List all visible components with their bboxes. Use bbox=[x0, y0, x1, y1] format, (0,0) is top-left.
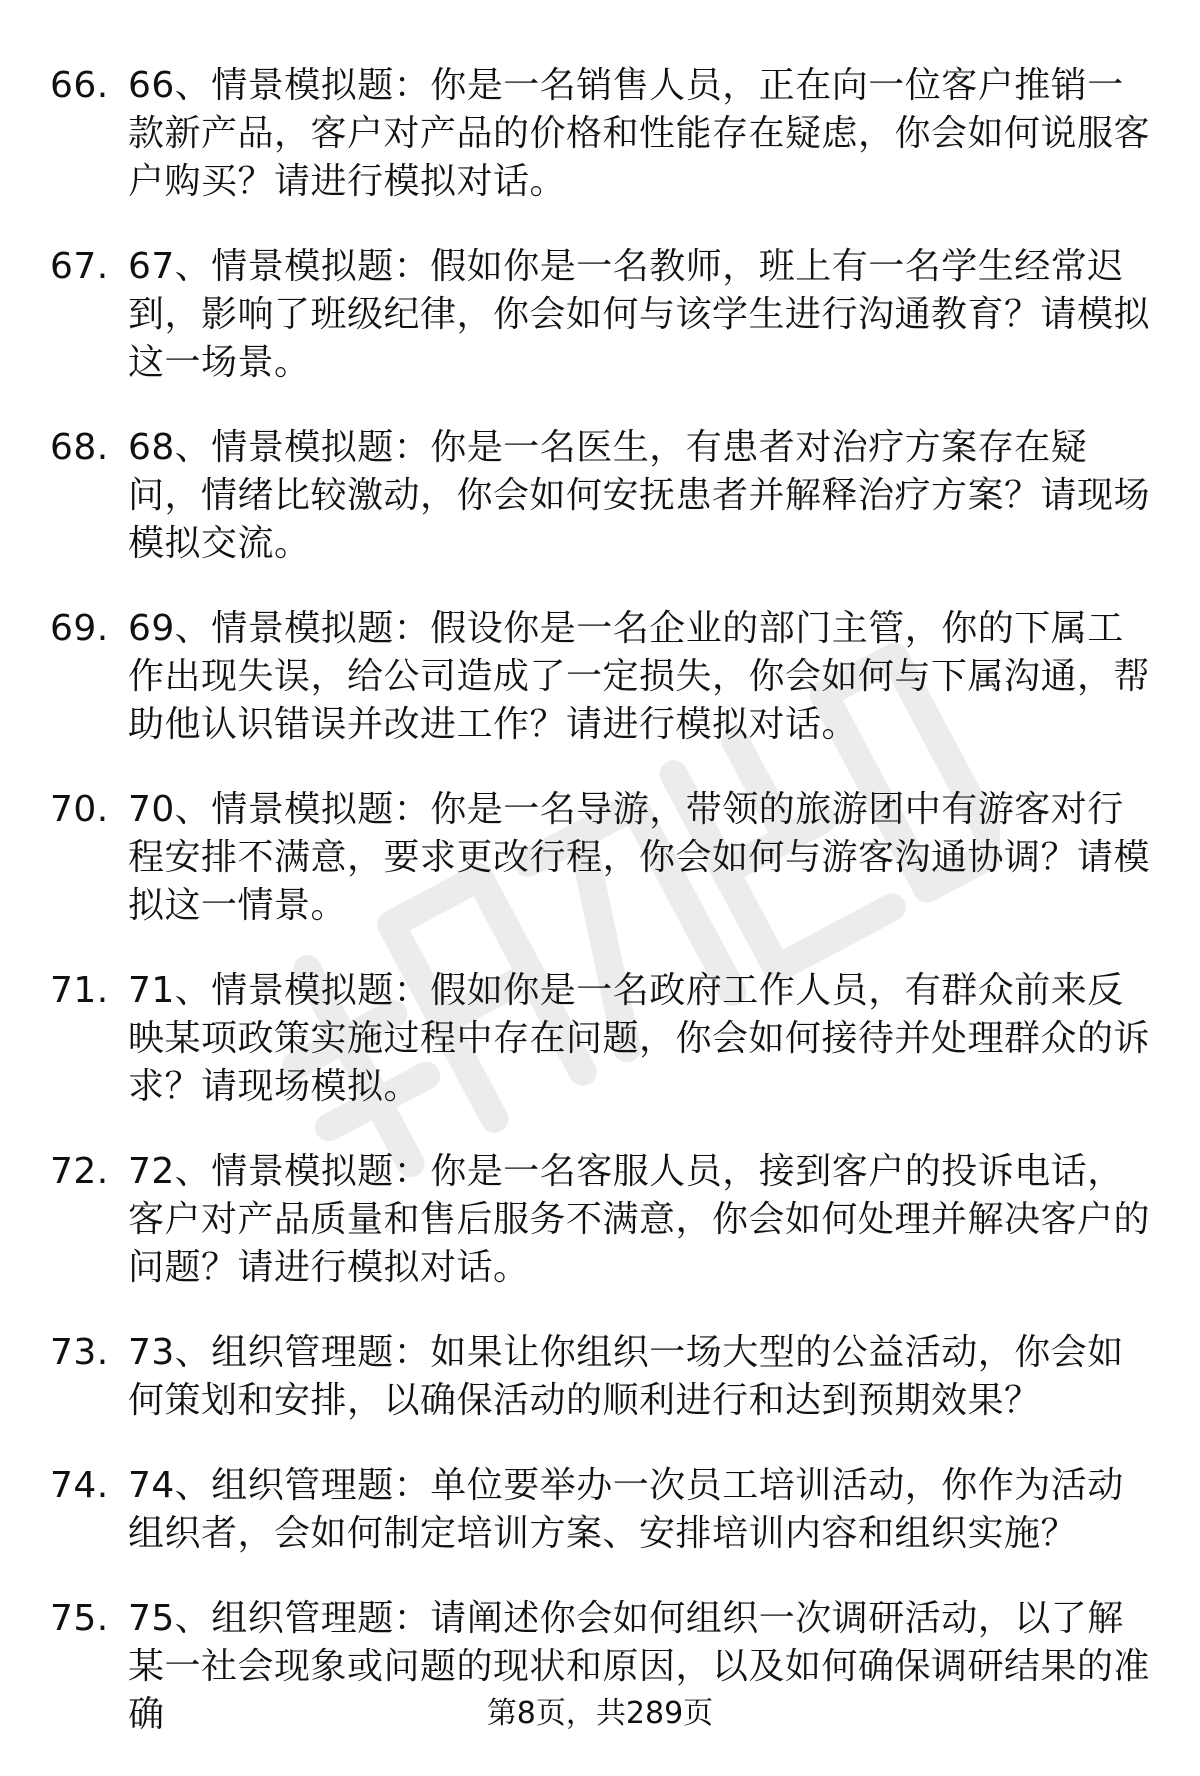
question-number: 68. bbox=[50, 427, 109, 468]
question-text: 74、组织管理题：单位要举办一次员工培训活动，你作为活动组织者，会如何制定培训方案、安排培训内容和组织实施？ bbox=[128, 1465, 1124, 1554]
question-text: 67、情景模拟题：假如你是一名教师，班上有一名学生经常迟到，影响了班级纪律，你会如何与该学生进行沟通教育？请模拟这一场景。 bbox=[128, 246, 1151, 383]
question-list bbox=[50, 62, 1160, 1776]
question-item-72 bbox=[50, 1148, 1160, 1292]
question-item-71 bbox=[50, 967, 1160, 1111]
question-item-73 bbox=[50, 1329, 1160, 1425]
question-text: 71、情景模拟题：假如你是一名政府工作人员，有群众前来反映某项政策实施过程中存在问题，你会如何接待并处理群众的诉求？请现场模拟。 bbox=[128, 970, 1151, 1107]
page-footer: 第8页，共289页 bbox=[486, 1696, 714, 1731]
question-item-69 bbox=[50, 605, 1160, 749]
question-item-66 bbox=[50, 62, 1160, 206]
question-number: 71. bbox=[50, 970, 109, 1011]
question-number: 70. bbox=[50, 789, 109, 830]
question-number: 67. bbox=[50, 246, 109, 287]
question-number: 72. bbox=[50, 1151, 109, 1192]
question-text: 70、情景模拟题：你是一名导游，带领的旅游团中有游客对行程安排不满意，要求更改行程，你会如何与游客沟通协调？请模拟这一情景。 bbox=[128, 789, 1151, 926]
question-number: 69. bbox=[50, 608, 109, 649]
question-number: 66. bbox=[50, 65, 109, 106]
question-text: 66、情景模拟题：你是一名销售人员，正在向一位客户推销一款新产品，客户对产品的价格和性能存在疑虑，你会如何说服客户购买？请进行模拟对话。 bbox=[128, 65, 1151, 202]
question-number: 74. bbox=[50, 1465, 109, 1506]
question-item-70 bbox=[50, 786, 1160, 930]
question-number: 73. bbox=[50, 1332, 109, 1373]
question-text: 68、情景模拟题：你是一名医生，有患者对治疗方案存在疑问，情绪比较激动，你会如何安抚患者并解释治疗方案？请现场模拟交流。 bbox=[128, 427, 1151, 564]
question-text: 69、情景模拟题：假设你是一名企业的部门主管，你的下属工作出现失误，给公司造成了一定损失，你会如何与下属沟通，帮助他认识错误并改进工作？请进行模拟对话。 bbox=[128, 608, 1151, 745]
question-item-68 bbox=[50, 424, 1160, 568]
question-number: 75. bbox=[50, 1598, 109, 1639]
question-text: 75、组织管理题：请阐述你会如何组织一次调研活动，以了解某一社会现象或问题的现状和原因，以及如何确保调研结果的准确 bbox=[128, 1598, 1151, 1735]
question-text: 72、情景模拟题：你是一名客服人员，接到客户的投诉电话，客户对产品质量和售后服务不满意，你会如何处理并解决客户的问题？请进行模拟对话。 bbox=[128, 1151, 1151, 1288]
question-item-74 bbox=[50, 1462, 1160, 1558]
question-item-67 bbox=[50, 243, 1160, 387]
question-text: 73、组织管理题：如果让你组织一场大型的公益活动，你会如何策划和安排，以确保活动的顺利进行和达到预期效果？ bbox=[128, 1332, 1124, 1421]
